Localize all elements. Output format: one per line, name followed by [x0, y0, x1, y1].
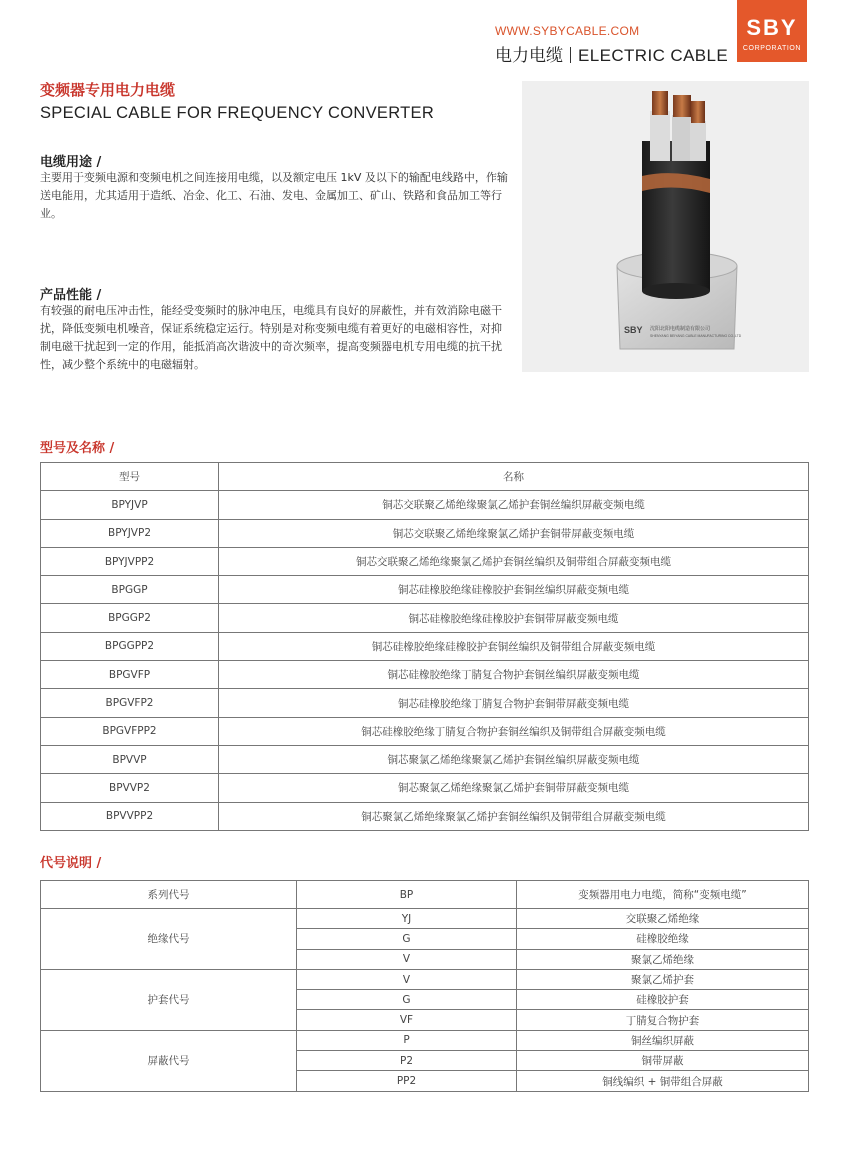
model-cell: BPGVFP	[41, 661, 219, 689]
performance-heading: 产品性能 /	[40, 288, 102, 303]
model-cell: BPVVP2	[41, 774, 219, 802]
table-row	[41, 689, 809, 717]
model-cell: BPYJVP	[41, 491, 219, 519]
name-cell: 铜芯聚氯乙烯绝缘聚氯乙烯护套铜带屏蔽变频电缆	[219, 774, 809, 802]
name-cell: 铜芯硅橡胶绝缘硅橡胶护套铜丝编织及铜带组合屏蔽变频电缆	[219, 632, 809, 660]
model-cell: BPGVFPP2	[41, 717, 219, 745]
models-heading: 型号及名称 /	[40, 441, 115, 456]
group-label: 护套代号	[41, 969, 297, 1030]
usage-heading: 电缆用途 /	[40, 155, 102, 170]
code-cell: PP2	[297, 1071, 517, 1091]
desc-cell: 硅橡胶绝缘	[517, 929, 809, 949]
model-cell: BPGGPP2	[41, 632, 219, 660]
table-row	[41, 745, 809, 773]
logo-mark: SBY	[746, 15, 798, 40]
code-cell: P	[297, 1030, 517, 1050]
models-table	[40, 462, 809, 831]
model-cell: BPVVP	[41, 745, 219, 773]
product-title-cn: 变频器专用电力电缆	[40, 81, 176, 99]
desc-cell: 丁腈复合物护套	[517, 1010, 809, 1030]
product-title-en: SPECIAL CABLE FOR FREQUENCY CONVERTER	[40, 104, 435, 122]
table-row	[41, 1030, 809, 1050]
table-row	[41, 717, 809, 745]
header-title-en: ELECTRIC CABLE	[578, 46, 729, 65]
table-row	[41, 519, 809, 547]
desc-cell: 铜丝编织屏蔽	[517, 1030, 809, 1050]
desc-cell: 铜线编织 + 铜带组合屏蔽	[517, 1071, 809, 1091]
model-cell: BPYJVPP2	[41, 547, 219, 575]
logo-sub: CORPORATION	[742, 45, 802, 52]
desc-cell: 变频器用电力电缆，简称“变频电缆”	[517, 881, 809, 909]
table-row	[41, 632, 809, 660]
desc-cell: 交联聚乙烯绝缘	[517, 909, 809, 929]
name-cell: 铜芯交联聚乙烯绝缘聚氯乙烯护套铜丝编织及铜带组合屏蔽变频电缆	[219, 547, 809, 575]
codes-table	[40, 880, 809, 1092]
name-cell: 铜芯聚氯乙烯绝缘聚氯乙烯护套铜丝编织屏蔽变频电缆	[219, 745, 809, 773]
photo-caption: 沈阳北阳电缆制造有限公司	[650, 326, 711, 332]
code-cell: BP	[297, 881, 517, 909]
table-row	[41, 881, 809, 909]
table-row	[41, 774, 809, 802]
group-label: 绝缘代号	[41, 909, 297, 970]
company-logo	[737, 0, 807, 62]
table-row	[41, 576, 809, 604]
model-cell: BPGGP	[41, 576, 219, 604]
name-cell: 铜芯聚氯乙烯绝缘聚氯乙烯护套铜丝编织及铜带组合屏蔽变频电缆	[219, 802, 809, 830]
table-row	[41, 661, 809, 689]
table-row	[41, 547, 809, 575]
desc-cell: 铜带屏蔽	[517, 1051, 809, 1071]
performance-text: 有较强的耐电压冲击性，能经受变频时的脉冲电压，电缆具有良好的屏蔽性，并有效消除电磁干扰，降低变频电机噪音，保证系统稳定运行。特别是对称变频电缆有着更好的电磁相容性，对抑制电磁干扰起到一定的作用，能抵消高次谐波中的奇次频率，提高变频器电机专用电缆的抗干扰性，减少整个系统中的电磁辐射。	[40, 304, 502, 371]
header-divider	[570, 47, 571, 63]
code-cell: VF	[297, 1010, 517, 1030]
desc-cell: 聚氯乙烯护套	[517, 969, 809, 989]
photo-caption-en: SHENYANG BEIYANG CABLE MANUFACTURING CO.,LTD	[650, 334, 742, 338]
photo-logo: SBY	[624, 325, 643, 335]
header-title-cn: 电力电缆	[495, 46, 563, 66]
cable-illustration	[522, 81, 809, 372]
name-cell: 铜芯硅橡胶绝缘丁腈复合物护套铜丝编织屏蔽变频电缆	[219, 661, 809, 689]
name-cell: 铜芯交联聚乙烯绝缘聚氯乙烯护套铜带屏蔽变频电缆	[219, 519, 809, 547]
codes-heading: 代号说明 /	[40, 856, 102, 871]
model-cell: BPVVPP2	[41, 802, 219, 830]
name-cell: 铜芯硅橡胶绝缘丁腈复合物护套铜丝编织及铜带组合屏蔽变频电缆	[219, 717, 809, 745]
name-cell: 铜芯硅橡胶绝缘硅橡胶护套铜带屏蔽变频电缆	[219, 604, 809, 632]
model-cell: BPYJVP2	[41, 519, 219, 547]
name-cell: 铜芯交联聚乙烯绝缘聚氯乙烯护套铜丝编织屏蔽变频电缆	[219, 491, 809, 519]
usage-text: 主要用于变频电源和变频电机之间连接用电缆，以及额定电压 1kV 及以下的输配电线路中，作输送电能用，尤其适用于造纸、冶金、化工、石油、发电、金属加工、矿山、铁路和食品加工等行业。	[40, 171, 508, 220]
code-cell: G	[297, 929, 517, 949]
col-name-header: 名称	[219, 463, 809, 491]
code-cell: P2	[297, 1051, 517, 1071]
name-cell: 铜芯硅橡胶绝缘丁腈复合物护套铜带屏蔽变频电缆	[219, 689, 809, 717]
models-header-row	[41, 463, 809, 491]
table-row	[41, 969, 809, 989]
table-row	[41, 909, 809, 929]
table-row	[41, 604, 809, 632]
website-url: WWW.SYBYCABLE.COM	[495, 24, 640, 38]
col-model-header: 型号	[41, 463, 219, 491]
group-label: 系列代号	[41, 881, 297, 909]
product-photo	[522, 81, 809, 372]
model-cell: BPGVFP2	[41, 689, 219, 717]
code-cell: V	[297, 969, 517, 989]
table-row	[41, 802, 809, 830]
code-cell: YJ	[297, 909, 517, 929]
code-cell: G	[297, 990, 517, 1010]
group-label: 屏蔽代号	[41, 1030, 297, 1091]
name-cell: 铜芯硅橡胶绝缘硅橡胶护套铜丝编织屏蔽变频电缆	[219, 576, 809, 604]
desc-cell: 硅橡胶护套	[517, 990, 809, 1010]
table-row	[41, 491, 809, 519]
desc-cell: 聚氯乙烯绝缘	[517, 949, 809, 969]
header-title	[495, 41, 728, 66]
code-cell: V	[297, 949, 517, 969]
model-cell: BPGGP2	[41, 604, 219, 632]
